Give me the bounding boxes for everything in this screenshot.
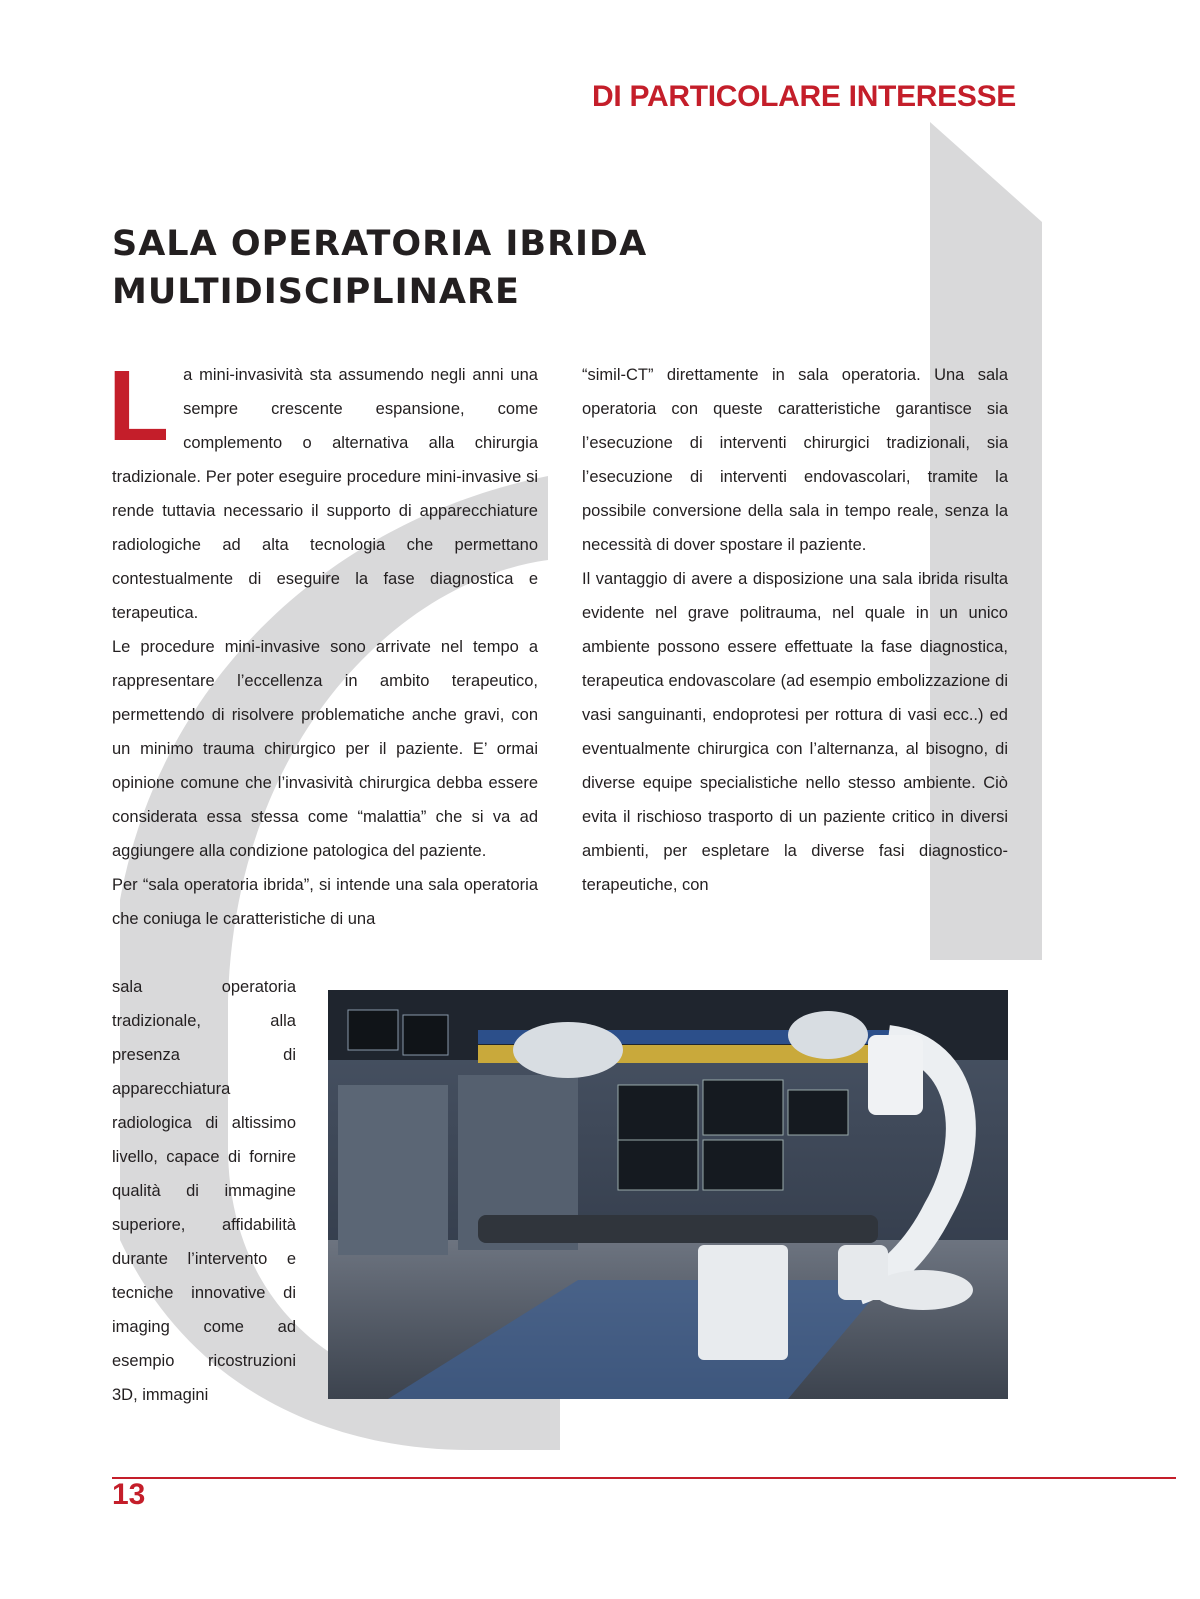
drop-cap: L <box>108 350 170 462</box>
article-title-line-1: SALA OPERATORIA IBRIDA <box>112 224 648 264</box>
paragraph-definition: Per “sala operatoria ibrida”, si intende una sala operatoria che coniuga le caratteristiche di una <box>112 876 538 928</box>
paragraph-simil-ct: “simil-CT” direttamente in sala operatoria. Una sala operatoria con queste caratteristiche garantisce sia l’esecuzione di interventi chirurgici tradizionali, sia l’esecuzione di interventi endovascolari, tramite la possibile conversione della sala in tempo reale, senza la necessità di dover spostare il paziente. <box>582 366 1008 554</box>
article-title-line-2: MULTIDISCIPLINARE <box>112 272 520 312</box>
right-column <box>582 358 1008 902</box>
paragraph-advantage: Il vantaggio di avere a disposizione una sala ibrida risulta evidente nel grave politrauma, nel quale in un unico ambiente possono essere effettuate la fase diagnostica, terapeutica endovascolare (ad esempio embolizzazione di vasi sanguinanti, endoprotesi per rottura di vasi ecc..) ed eventualmente chirurgica con l’alternanza, al bisogno, di diverse equipe specialistiche nello stesso ambiente. Ciò evita il rischioso trasporto di un paziente critico in diversi ambienti, per espletare la diverse fasi diagnostico-terapeutiche, con <box>582 570 1008 894</box>
narrow-column <box>112 970 296 1412</box>
operating-room-illustration <box>328 990 1008 1399</box>
paragraph-procedures: Le procedure mini-invasive sono arrivate nel tempo a rappresentare l’eccellenza in ambito terapeutico, permettendo di risolvere problematiche anche gravi, con un minimo trauma chirurgico per il paziente. E’ ormai opinione comune che l’invasività chirurgica debba essere considerata essa stessa come “malattia” che si va ad aggiungere alla condizione patologica del paziente. <box>112 638 538 860</box>
operating-room-photo <box>328 990 1008 1399</box>
left-column <box>108 350 538 936</box>
section-label: DI PARTICOLARE INTERESSE <box>592 80 1016 113</box>
page-number: 13 <box>112 1478 146 1511</box>
paragraph-intro <box>108 350 538 630</box>
article-title <box>112 220 752 316</box>
paragraph-definition-continued: sala operatoria tradizionale, alla presenza di apparecchiatura radiologica di altissimo livello, capace di fornire qualità di immagine superiore, affidabilità durante l’intervento e tecniche innovative di imaging come ad esempio ricostruzioni 3D, immagini <box>112 978 296 1404</box>
footer-rule <box>112 1477 1176 1479</box>
paragraph-intro-text: a mini-invasività sta assumendo negli anni una sempre crescente espansione, come complemento o alternativa alla chirurgia tradizionale. Per poter eseguire procedure mini-invasive si rende tuttavia necessario il supporto di apparecchiature radiologiche ad alta tecnologia che permettano contestualmente di eseguire la fase diagnostica e terapeutica. <box>112 366 538 622</box>
